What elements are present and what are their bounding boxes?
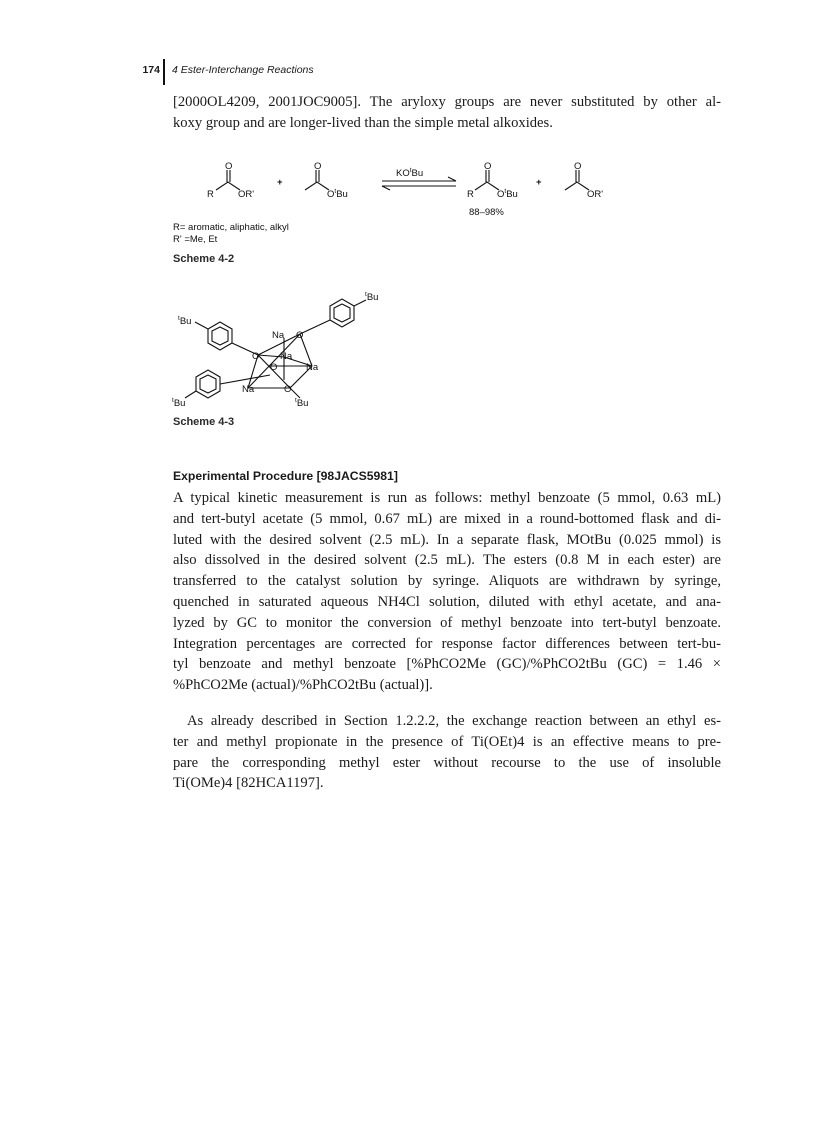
reactant1-o: O (225, 161, 233, 172)
text-line: also dissolved in the desired solvent (2.5 mL). The esters (0.8 M in each ester) are (173, 552, 721, 569)
scheme-4-3-caption: Scheme 4-3 (173, 416, 235, 428)
tbu-label: $^t$Bu (178, 315, 192, 327)
product2-o: O (574, 161, 582, 172)
aryl-bond (220, 375, 270, 384)
reactant1-skeleton (216, 182, 240, 190)
aryl-ring-inner (200, 375, 216, 393)
text-line: A typical kinetic measurement is run as follows: methyl benzoate (5 mmol, 0.63 mL) (173, 490, 721, 506)
product1-otbu: $O^tBu$ (497, 188, 518, 200)
text-line: koxy group and are longer-lived than the simple metal alkoxides. (173, 114, 553, 131)
na-atom: Na (272, 330, 285, 341)
aryl-ring-inner (212, 327, 228, 345)
product1-r: R (467, 189, 474, 200)
tbu-label: $^t$Bu (295, 397, 309, 409)
aryl-bond (300, 320, 330, 334)
o-atom: O (252, 351, 260, 362)
tbu-bond (195, 322, 208, 329)
text-line: pare the corresponding methyl ester without recourse to the use of insoluble (173, 754, 721, 771)
condition-line: R' =Me, Et (173, 234, 218, 245)
reactant2-otbu: $O^tBu$ (327, 188, 348, 200)
text-line: tyl benzoate and methyl benzoate [%PhCO2Me (GC)/%PhCO2tBu (GC) = 1.46 × (173, 656, 721, 673)
reactant2-o: O (314, 161, 322, 172)
plus-sign: + (277, 177, 283, 188)
text-line: Integration percentages are corrected for response factor differences between tert-bu- (173, 635, 721, 652)
text-line: and tert-butyl acetate (5 mmol, 0.67 mL) are mixed in a round-bottomed flask and di- (173, 510, 721, 527)
tbu-bond (185, 391, 196, 398)
product1-skeleton (475, 182, 499, 190)
reactant1-r: R (207, 189, 214, 200)
text-line: Ti(OMe)4 [82HCA1197]. (173, 775, 324, 792)
forward-arrowhead (448, 177, 456, 181)
text-line: [2000OL4209, 2001JOC9005]. The aryloxy groups are never substituted by other al- (173, 94, 721, 110)
scheme-4-3-structure (185, 299, 366, 398)
scheme-4-2-caption: Scheme 4-2 (173, 253, 235, 265)
page-number: 174 (142, 64, 160, 76)
na-atom: Na (306, 362, 319, 373)
tbu-bond (354, 300, 366, 306)
tbu-label: $^t$Bu (172, 397, 186, 409)
reverse-arrowhead (382, 186, 390, 190)
o-atom: O (270, 362, 278, 373)
tbu-label: $^t$Bu (365, 291, 379, 303)
condition-line: R= aromatic, aliphatic, alkyl (173, 222, 289, 233)
text-line: transferred to the catalyst solution by syringe. Aliquots are withdrawn by syringe, (173, 573, 721, 590)
o-atom: O (296, 330, 304, 341)
text-line: %PhCO2Me (actual)/%PhCO2tBu (actual)]. (173, 677, 433, 694)
product2-or: OR' (587, 189, 604, 200)
yield-label: 88–98% (469, 207, 504, 218)
reactant1-or: OR' (238, 189, 255, 200)
experimental-heading: Experimental Procedure [98JACS5981] (173, 469, 398, 483)
experimental-paragraph (173, 488, 721, 696)
reagent-label: $KO^tBu$ (396, 167, 424, 179)
plus-sign-2: + (536, 177, 542, 188)
scheme-4-2-labels (173, 161, 603, 245)
aryl-ring-inner (334, 304, 350, 322)
text-line: luted with the desired solvent (2.5 mL). In a separate flask, MOtBu (0.025 mmol) is (173, 531, 721, 548)
text-line: lyzed by GC to monitor the conversion of methyl benzoate into tert-butyl benzoate. (173, 614, 721, 631)
text-line: ter and methyl propionate in the presence of Ti(OEt)4 is an effective means to pre- (173, 733, 721, 750)
na-atom: Na (280, 351, 293, 362)
product2-skeleton (565, 182, 589, 190)
text-line: As already described in Section 1.2.2.2, the exchange reaction between an ethyl es- (187, 713, 721, 729)
na-atom: Na (242, 384, 255, 395)
closing-paragraph (173, 711, 721, 794)
chapter-title: 4 Ester-Interchange Reactions (172, 64, 314, 76)
scheme-4-3-labels (172, 291, 378, 409)
product1-o: O (484, 161, 492, 172)
text-line: quenched in saturated aqueous NH4Cl solution, diluted with ethyl acetate, and ana- (173, 593, 721, 610)
o-atom: O (284, 384, 292, 395)
reactant2-skeleton (305, 182, 329, 190)
